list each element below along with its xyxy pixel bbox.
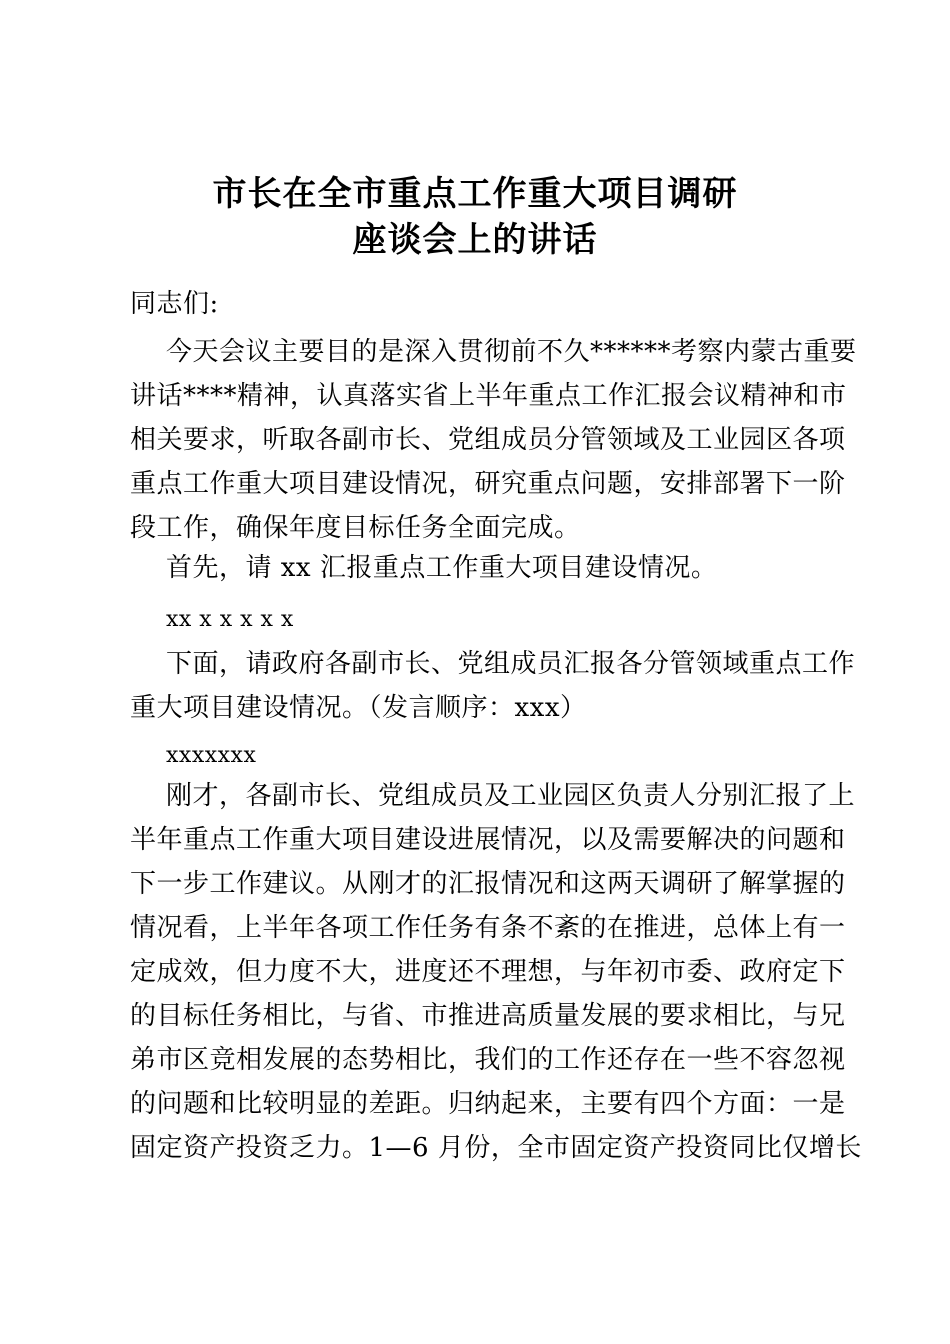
paragraph-placeholder-1 — [130, 598, 830, 642]
paragraph-line: 重大项目建设情况。（发言顺序：xxx） — [130, 693, 587, 723]
paragraph-line: 首先，请 xx 汇报重点工作重大项目建设情况。 — [166, 553, 718, 583]
paragraph-line: 半年重点工作重大项目建设进展情况，以及需要解决的问题和 — [130, 825, 846, 855]
paragraph-next-reports — [130, 642, 856, 730]
paragraph-line: 今天会议主要目的是深入贯彻前不久******考察内蒙古重要 — [166, 337, 857, 367]
paragraph-line: 刚才，各副市长、党组成员及工业园区负责人分别汇报了上 — [166, 781, 856, 811]
paragraph-summary — [130, 774, 862, 1170]
paragraph-first-report — [130, 546, 830, 590]
paragraph-line: 定成效，但力度不大，进度还不理想，与年初市委、政府定下 — [130, 957, 846, 987]
paragraph-line: 弟市区竞相发展的态势相比，我们的工作还存在一些不容忽视 — [130, 1045, 846, 1075]
paragraph-line: 讲话****精神，认真落实省上半年重点工作汇报会议精神和市 — [130, 381, 847, 411]
paragraph-line: 的问题和比较明显的差距。归纳起来，主要有四个方面：一是 — [130, 1089, 846, 1119]
paragraph-intro — [130, 330, 857, 550]
document-title-line-2: 座谈会上的讲话 — [352, 220, 598, 260]
document-title-line-1: 市长在全市重点工作重大项目调研 — [212, 174, 738, 214]
paragraph-line: 下面，请政府各副市长、党组成员汇报各分管领域重点工作 — [166, 649, 856, 679]
paragraph-line: 固定资产投资乏力。1—6 月份，全市固定资产投资同比仅增长 — [130, 1133, 862, 1163]
paragraph-line: 下一步工作建议。从刚才的汇报情况和这两天调研了解掌握的 — [130, 869, 846, 899]
paragraph-line: 相关要求，听取各副市长、党组成员分管领域及工业园区各项 — [130, 425, 846, 455]
paragraph-line: 情况看，上半年各项工作任务有条不紊的在推进，总体上有一 — [130, 913, 846, 943]
paragraph-line: xxxxxxx — [166, 743, 257, 768]
paragraph-line: 段工作，确保年度目标任务全面完成。 — [130, 513, 581, 543]
paragraph-line: 重点工作重大项目建设情况，研究重点问题，安排部署下一阶 — [130, 469, 846, 499]
greeting: 同志们: — [130, 289, 219, 319]
paragraph-line: 的目标任务相比，与省、市推进高质量发展的要求相比，与兄 — [130, 1001, 846, 1031]
paragraph-placeholder-2 — [130, 734, 830, 778]
paragraph-line: xx x x x x x — [166, 607, 294, 632]
